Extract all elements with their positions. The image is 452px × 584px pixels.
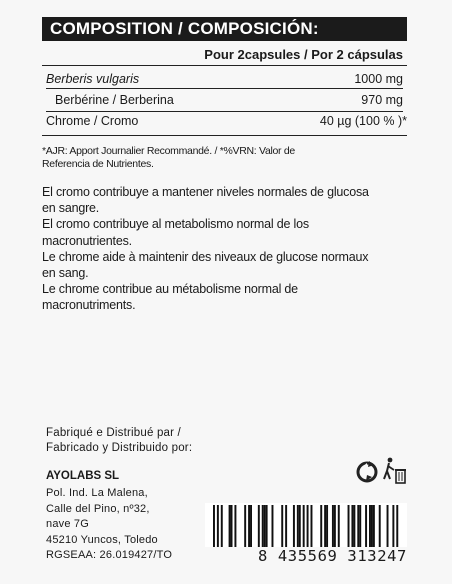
footnote-line: Referencia de Nutrientes. bbox=[42, 158, 154, 170]
barcode-bar bbox=[371, 505, 373, 548]
barcode-bar bbox=[348, 505, 350, 548]
claim-text: Le chrome aide à maintenir des niveaux de glucose normaux en sang. bbox=[42, 249, 369, 281]
manufacturer-line: Fabriqué e Distribué par / bbox=[46, 427, 181, 439]
health-claims bbox=[42, 184, 382, 314]
serving-size: Pour 2capsules / Por 2 cápsulas bbox=[204, 47, 403, 62]
ingredient-name: Chrome / Cromo bbox=[46, 114, 139, 128]
table-bottom-rule bbox=[42, 135, 407, 136]
barcode-bar bbox=[365, 505, 367, 548]
claim-text: El cromo contribuye al metabolismo normal de los macronutrientes. bbox=[42, 217, 309, 248]
disposal-icons bbox=[356, 455, 410, 489]
barcode-bar bbox=[357, 505, 359, 548]
barcode-bar bbox=[359, 505, 361, 548]
barcode-bar bbox=[353, 505, 355, 548]
barcode-bar bbox=[266, 505, 268, 548]
address-line: Calle del Pino, nº32, bbox=[46, 502, 150, 515]
claim-text: El cromo contribuye a mantener niveles normales de glucosa en sangre. bbox=[42, 185, 369, 216]
address-line: nave 7G bbox=[46, 518, 89, 530]
ingredient-amount: 1000 mg bbox=[354, 72, 403, 86]
barcode-bar bbox=[229, 505, 231, 548]
barcode-bar bbox=[272, 505, 274, 548]
barcode-bar bbox=[285, 505, 287, 548]
barcode-bar bbox=[281, 505, 283, 548]
barcode-bar bbox=[293, 505, 295, 548]
recycle-icon bbox=[358, 461, 376, 481]
barcode-bar bbox=[244, 505, 246, 548]
table-row bbox=[55, 93, 403, 109]
table-divider bbox=[46, 88, 403, 89]
manufacturer-intro bbox=[46, 426, 246, 456]
barcode-bar bbox=[221, 505, 223, 548]
barcode-bar bbox=[334, 505, 336, 548]
address-line: Pol. Ind. La Malena, bbox=[46, 487, 148, 499]
composition-header: COMPOSITION / COMPOSICIÓN: bbox=[42, 17, 407, 41]
ingredient-amount: 40 µg (100 % )* bbox=[319, 114, 407, 128]
barcode-bar bbox=[320, 505, 322, 548]
table-row bbox=[46, 114, 407, 130]
barcode-bar bbox=[264, 505, 266, 548]
ingredient-name: Berbérine / Berberina bbox=[55, 93, 174, 107]
ingredient-amount: 970 mg bbox=[361, 93, 403, 107]
barcode-bar bbox=[311, 505, 313, 548]
barcode-bar bbox=[297, 505, 299, 548]
company-address bbox=[46, 486, 216, 564]
barcode-bar bbox=[351, 505, 353, 548]
barcode-bar bbox=[248, 505, 250, 548]
table-divider bbox=[46, 111, 403, 112]
table-divider bbox=[42, 65, 407, 66]
address-line: 45210 Yuncos, Toledo bbox=[46, 533, 158, 546]
barcode-bar bbox=[326, 505, 328, 548]
barcode-bar bbox=[332, 505, 334, 548]
barcode-bar bbox=[373, 505, 375, 548]
barcode-bar bbox=[369, 505, 371, 548]
barcode-bar bbox=[379, 505, 381, 548]
footnote-line: *AJR: Apport Journalier Recommandé. / *%VRN: Valor de bbox=[42, 145, 295, 157]
barcode-bar bbox=[262, 505, 264, 548]
table-row bbox=[46, 72, 403, 88]
barcode-bar bbox=[250, 505, 252, 548]
footnote bbox=[42, 145, 372, 171]
manufacturer-line: Fabricado y Distribuido por: bbox=[46, 442, 193, 454]
barcode-bar bbox=[324, 505, 326, 548]
company-name: AYOLABS SL bbox=[46, 470, 120, 482]
barcode-bar bbox=[299, 505, 301, 548]
barcode-bar bbox=[338, 505, 340, 548]
barcode-bar bbox=[258, 505, 260, 548]
barcode-number: 8 435569 313247 bbox=[197, 547, 407, 565]
ingredient-name: Berberis vulgaris bbox=[46, 72, 140, 86]
claim-text: Le chrome contribue au métabolisme normal de macronutriments. bbox=[42, 282, 298, 313]
barcode-bar bbox=[231, 505, 233, 548]
address-line: RGSEAA: 26.019427/TO bbox=[46, 549, 173, 561]
tidyman-bin-icon bbox=[384, 458, 406, 483]
barcode-bar bbox=[234, 505, 236, 548]
barcode-bar bbox=[387, 505, 389, 548]
